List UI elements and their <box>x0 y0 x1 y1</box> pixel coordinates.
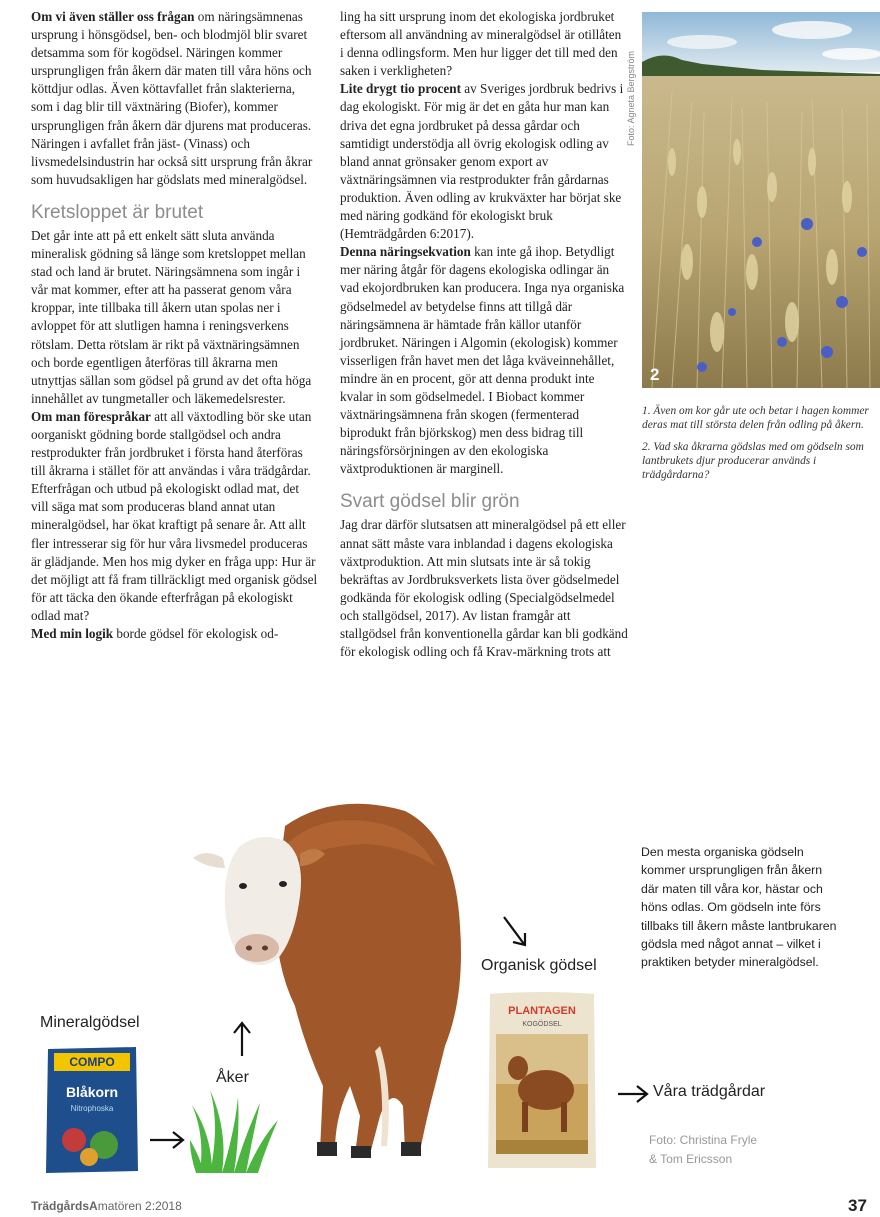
paragraph-6 <box>340 80 628 243</box>
paragraph-2: Det går inte att på ett enkelt sätt sluta använda mineralisk gödning så länge som kretsloppet mellan stad och land är brutet. Näringsämnena som ingår i vår mat kommer, efter att ha passerat genom våra kroppar, inte tillbaka till åkern utan spolas ner i avloppet för att slutligen hamna i reningsverkens rötslam. Detta rötslam är rikt på växtnäringsämnen och borde egentligen återföras till åkrarna men utnyttjas sällan som gödsel på grund av det ofta höga innehållet av tungmetaller och läkemedelsrester. <box>31 227 312 406</box>
arrow-up-icon <box>230 1020 254 1058</box>
caption-2: 2. Vad ska åkrarna gödslas med om gödseln som lantbrukets djur producerar används i trädgårdarna? <box>642 440 864 482</box>
plantagen-product-text: KOGÖDSEL <box>522 1021 562 1028</box>
label-organisk-godsel: Organisk gödsel <box>481 957 597 974</box>
article-column-1 <box>31 8 319 643</box>
paragraph-text: att all växtodling bör ske utan oorganiskt gödning borde stallgödsel och andra restprodukter från jordbruket i första hand återföras till åkrarna i stället för att användas i våra trädgårdar. Efterfrågan och utbud på ekologiskt odlad mat, det vill säga mat som produceras bland annat utan mineralgödsel, har ökat kraftigt på senare år. Att allt fler intresserar sig för hur våra livsmedel produceras är glädjande. Men hos mig dyker en fråga upp: Hur är det möjligt att få fram tillräckligt med organisk gödsel för att täcka den ökande efterfrågan på ekologiskt odlad mat? <box>31 408 318 623</box>
diagram-info-text: Den mesta organiska gödseln kommer ursprungligen från åkern där maten till våra kor, hästar och höns odlas. Om gödseln inte förs tillbaks till åkern måste lantbrukaren gödsla med något annat – vilket i praktiken betyder mineralgödsel. <box>641 845 837 970</box>
diagram-photo-credit <box>649 1131 789 1169</box>
grass-image <box>190 1085 280 1175</box>
paragraph-5: ling ha sitt ursprung inom det ekologiska jordbruket eftersom all användning av mineralgödsel är otillåten i denna odlingsform. Men hur ligger det till med den saken i verkligheten? <box>340 9 622 79</box>
paragraph-7 <box>340 243 628 478</box>
paragraph-text: borde gödsel för ekologisk od- <box>113 626 279 641</box>
plantagen-brand-text: PLANTAGEN <box>508 1005 576 1017</box>
photo-captions <box>642 404 872 489</box>
magazine-name-part: A <box>89 1199 98 1213</box>
wheat-field-photo <box>642 12 880 388</box>
compo-sub-text: Nitrophoska <box>70 1104 114 1113</box>
magazine-footer <box>31 1199 182 1213</box>
caption-1: 1. Även om kor går ute och betar i hagen kommer deras mat till största delen från odling på åkern. <box>642 405 869 432</box>
photo-credit-text: Foto: Agneta Bergström <box>626 50 636 146</box>
label-aker: Åker <box>216 1069 249 1086</box>
lead-in: Med min logik <box>31 626 114 641</box>
paragraph-text: kan inte gå ihop. Betydligt mer näring åtgår för dagens ekologiska odlingar än vad ekojordbruken kan producera. Inga nya organiska gödselmedel av betydelse finns att tillgå där näringsämnena är hämtade från källor utanför jordbruket. Näringen i Algomin (ekologisk) kommer visserligen från havet men det låga kväveinnehållet, mindre än en procent, gör att denna produkt inte kvalar in som gödselmedel. I Biobact kommer växtnäringsämnena från skogen (fermenterad biprodukt från björkskog) men dess bidrag till näringsförsörjningen av den ekologiska växtproduktionen är marginell. <box>340 244 625 477</box>
photo-credit <box>626 16 638 146</box>
heading-kretsloppet: Kretsloppet är brutet <box>31 201 204 223</box>
photo-number: 2 <box>650 365 660 384</box>
arrow-right-icon <box>148 1128 186 1152</box>
heading-svart-godsel: Svart gödsel blir grön <box>340 491 520 513</box>
paragraph-text: om näringsämnenas ursprung i hönsgödsel, ben- och blodmjöl blir svaret detsamma som för kogödsel. Näringen kommer ursprungligen från åkern där maten till våra höns och köttdjur odlas. Även köttavfallet från slakterierna, som i dag blir till växtnäring (Biofer), kommer ursprungligen från åkern där djurens mat produceras. Näringen i avfallet från jäst- (Vinass) och livsmedelsindustrin har också sitt ursprung från åkrar som huvudsakligen har gödslats med mineralgödsel. <box>31 9 313 187</box>
magazine-name-part: Trädgårds <box>31 1199 90 1213</box>
lead-in: Om man förespråkar <box>31 408 151 424</box>
compo-brand-text: COMPO <box>69 1055 115 1069</box>
paragraph-1 <box>31 8 319 189</box>
magazine-issue: matören 2:2018 <box>97 1199 182 1213</box>
arrow-right-icon <box>616 1082 650 1106</box>
arrow-down-right-icon <box>500 914 530 948</box>
paragraph-3 <box>31 408 319 625</box>
label-mineralgodsel: Mineralgödsel <box>40 1014 140 1031</box>
organic-fertilizer-bag <box>486 990 598 1172</box>
article-column-2 <box>340 8 628 661</box>
paragraph-4 <box>31 625 319 643</box>
label-vara-tradgardar: Våra trädgårdar <box>653 1083 766 1100</box>
lead-in: Om vi även ställer oss frågan <box>31 9 195 24</box>
paragraph-8: Jag drar därför slutsatsen att mineralgödsel på ett eller annat sätt måste vara inblandad i dagens ekologiska växtproduktion. Att min slutsats inte är så tokig bekräftas av Jordbruksverkets lista över gödselmedel godkända för ekologisk odling (Specialgödselmedel och stallgödsel, 2017). Av listan framgår att stallgödsel från konventionella gårdar kan bli godkänd för ekologisk odling och få Krav-märkning trots att <box>340 517 628 660</box>
credit-line: & Tom Ericsson <box>649 1152 733 1166</box>
lead-in: Lite drygt tio procent <box>340 81 461 97</box>
compo-product-text: Blåkorn <box>65 1084 119 1100</box>
paragraph-text: av Sveriges jordbruk bedrivs i dag ekologiskt. För mig är det en gåta hur man kan driva det egna jordbruket på dessa gårdar och samtidigt understödja all övrig ekologisk odling av bland annat grönsaker genom export av växtnäringsämnen via restprodukter från gårdarnas produktion. Även odling av krukväxter har börjat ske med näring godkänd för ekologiskt bruk (Hemträdgården 6:2017). <box>340 81 624 242</box>
wheat-field-image <box>642 12 880 388</box>
page-number: 37 <box>848 1196 867 1215</box>
mineral-fertilizer-bag <box>44 1045 140 1175</box>
lead-in: Denna näringsekvation <box>340 244 471 260</box>
credit-line: Foto: Christina Fryle <box>649 1133 758 1147</box>
